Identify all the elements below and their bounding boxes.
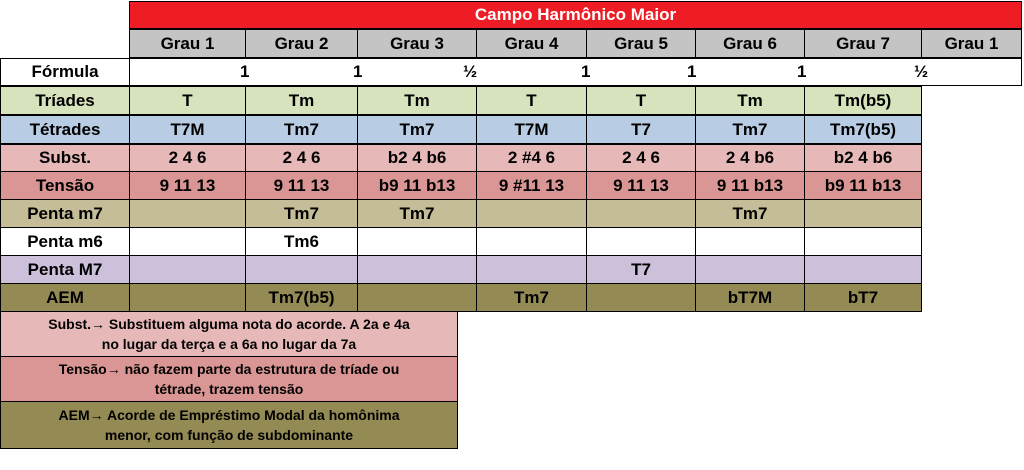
row-label-triades: Tríades (0, 86, 130, 115)
table-cell (586, 283, 696, 312)
table-cell: 9 11 13 (129, 171, 246, 200)
header-grau-1-octave: Grau 1 (921, 29, 1022, 58)
table-cell: Tm7 (357, 199, 477, 228)
table-cell: b2 4 b6 (357, 144, 477, 172)
formula-step: 1 (687, 62, 697, 81)
table-cell (357, 227, 477, 256)
table-cell (357, 283, 477, 312)
table-cell (357, 255, 477, 284)
table-cell: Tm7 (476, 283, 587, 312)
formula-step: 1 (240, 62, 250, 81)
table-cell: Tm7 (245, 115, 358, 144)
row-label-tetrades: Tétrades (0, 115, 130, 144)
row-label-subst: Subst. (0, 144, 130, 172)
table-cell (476, 255, 587, 284)
table-cell: T (129, 86, 246, 115)
table-cell: Tm (695, 86, 805, 115)
header-grau-5: Grau 5 (586, 29, 696, 58)
table-cell: T7M (476, 115, 587, 144)
formula-step: 1 (581, 62, 591, 81)
table-cell (476, 227, 587, 256)
note-tensao (0, 356, 458, 402)
table-cell: Tm7(b5) (804, 115, 922, 144)
formula-step: ½ (463, 62, 478, 81)
note-text: tétrade, trazem tensão (154, 381, 304, 397)
table-cell (586, 199, 696, 228)
table-cell (695, 255, 805, 284)
header-grau-2: Grau 2 (245, 29, 358, 58)
table-cell: Tm7 (695, 115, 805, 144)
table-cell: Tm7(b5) (245, 283, 358, 312)
table-cell: T7 (586, 115, 696, 144)
table-cell: 9 #11 13 (476, 171, 587, 200)
note-text: no lugar da terça e a 6a no lugar da 7a (101, 336, 357, 352)
note-text: Substituem alguma nota do acorde. A 2a e 4a (108, 316, 410, 332)
formula-step: ½ (914, 62, 929, 81)
table-cell: Tm (357, 86, 477, 115)
table-cell (245, 255, 358, 284)
formula-step: 1 (797, 62, 807, 81)
row-label-penta-M7: Penta M7 (0, 255, 130, 284)
note-text: não fazem parte da estrutura de tríade ou (124, 361, 400, 377)
table-cell: bT7M (695, 283, 805, 312)
arrow-right-icon: → (106, 361, 121, 377)
table-cell: 9 11 b13 (695, 171, 805, 200)
table-cell: 2 4 b6 (695, 144, 805, 172)
table-cell: Tm (245, 86, 358, 115)
table-cell (804, 199, 922, 228)
table-cell: 9 11 13 (586, 171, 696, 200)
table-cell: T7M (129, 115, 246, 144)
header-grau-4: Grau 4 (476, 29, 587, 58)
row-label-penta-m7: Penta m7 (0, 199, 130, 228)
header-grau-1: Grau 1 (129, 29, 246, 58)
table-cell (129, 227, 246, 256)
table-cell: bT7 (804, 283, 922, 312)
table-cell: b2 4 b6 (804, 144, 922, 172)
table-cell (804, 227, 922, 256)
table-cell (129, 283, 246, 312)
formula-row (129, 58, 1022, 86)
note-term: Subst. (48, 316, 92, 332)
table-cell: 9 11 13 (245, 171, 358, 200)
arrow-right-icon: → (91, 316, 106, 332)
table-cell: Tm7 (357, 115, 477, 144)
note-subst (0, 311, 458, 357)
table-cell: Tm7 (695, 199, 805, 228)
note-text: menor, com função de subdominante (104, 427, 354, 443)
table-cell: b9 11 b13 (804, 171, 922, 200)
row-label-tensao: Tensão (0, 171, 130, 200)
arrow-right-icon: → (89, 407, 104, 423)
table-cell: 2 4 6 (129, 144, 246, 172)
table-cell: Tm(b5) (804, 86, 922, 115)
table-cell (586, 227, 696, 256)
table-title: Campo Harmônico Maior (129, 1, 1022, 29)
table-cell (476, 199, 587, 228)
table-cell (129, 255, 246, 284)
row-label-penta-m6: Penta m6 (0, 227, 130, 256)
table-cell: T7 (586, 255, 696, 284)
table-cell: 2 4 6 (586, 144, 696, 172)
header-grau-7: Grau 7 (804, 29, 922, 58)
header-grau-3: Grau 3 (357, 29, 477, 58)
table-cell (129, 199, 246, 228)
note-term: AEM (58, 407, 90, 423)
table-cell: Tm7 (245, 199, 358, 228)
table-cell: b9 11 b13 (357, 171, 477, 200)
table-cell: T (476, 86, 587, 115)
header-grau-6: Grau 6 (695, 29, 805, 58)
note-text: Acorde de Empréstimo Modal da homônima (107, 407, 400, 423)
table-cell (695, 227, 805, 256)
row-label-formula: Fórmula (0, 58, 130, 86)
note-term: Tensão (58, 361, 107, 377)
table-cell: 2 4 6 (245, 144, 358, 172)
table-cell: T (586, 86, 696, 115)
formula-step: 1 (353, 62, 363, 81)
table-cell (804, 255, 922, 284)
table-cell: Tm6 (245, 227, 358, 256)
note-aem (0, 401, 458, 449)
table-cell: 2 #4 6 (476, 144, 587, 172)
row-label-aem: AEM (0, 283, 130, 312)
